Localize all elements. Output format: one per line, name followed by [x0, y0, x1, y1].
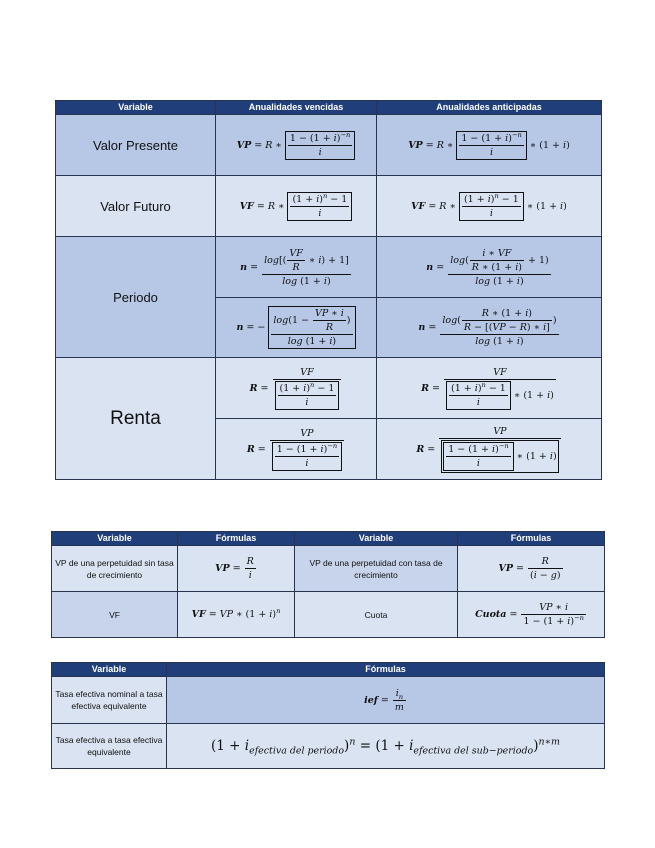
header-formulas-2: Fórmulas — [458, 532, 605, 546]
label-vf: VF — [52, 592, 178, 638]
header-variable-1: Variable — [52, 532, 178, 546]
formula-vf-perpetuidad: VF = VP ∗ $(1 + i)^n$ — [178, 592, 295, 638]
label-cuota: Cuota — [295, 592, 458, 638]
formula-ief: ief = $\frac{i_n}{m}$ — [167, 677, 605, 724]
row-label-valor-presente: Valor Presente — [56, 115, 216, 176]
formula-r-vf-anticipada: R = VF $\frac{(1 + i)^n - 1}{i}$ ∗ (1 + i) — [377, 358, 602, 419]
formula-vp-vencida: VP = R ∗ $\frac{1 - (1 + i)^{-n}}{i}$ — [216, 115, 377, 176]
formula-vp-perpetuidad: VP = $\frac{R}{i}$ — [178, 546, 295, 592]
rates-table — [51, 662, 605, 769]
formula-n-vp-vencida: n = − log(1 − $\frac{VP ∗ i}{R}$ ) log (1 + i) — [216, 298, 377, 358]
header-variable: Variable — [56, 101, 216, 115]
formula-n-vf-vencida: n = log[( $\frac{VF}{R}$ ∗ i) + 1] log (1 + i) — [216, 237, 377, 298]
perpetuity-table — [51, 531, 605, 638]
formula-r-vf-vencida: R = $\frac{VF}{\frac{(1 + i)^n - 1}{i}}$ — [216, 358, 377, 419]
formula-vf-anticipada: VF = R ∗ $\frac{(1 + i)^n - 1}{i}$ ∗ (1 + i) — [377, 176, 602, 237]
label-vp-con-crecimiento: VP de una perpetuidad con tasa de crecimiento — [295, 546, 458, 592]
annuities-table — [55, 100, 602, 480]
formula-vp-perpetuidad-crecimiento: VP = $\frac{R}{(i - g)}$ — [458, 546, 605, 592]
header-anticipadas: Anualidades anticipadas — [377, 101, 602, 115]
row-label-periodo: Periodo — [56, 237, 216, 358]
header-vencidas: Anualidades vencidas — [216, 101, 377, 115]
formula-n-vp-anticipada: n = log( $\frac{R ∗ (1 + i)}{R - [(VP - R) ∗ i]}$ ) log (1 + i) — [377, 298, 602, 358]
formula-vp-anticipada: VP = R ∗ $\frac{1 - (1 + i)^{-n}}{i}$ ∗ (1 + i) — [377, 115, 602, 176]
formula-vf-vencida: VF = R ∗ $\frac{(1 + i)^n - 1}{i}$ — [216, 176, 377, 237]
header-formulas-1: Fórmulas — [178, 532, 295, 546]
label-vp-sin-crecimiento: VP de una perpetuidad sin tasa de crecimiento — [52, 546, 178, 592]
label-tasa-nominal: Tasa efectiva nominal a tasa efectiva equivalente — [52, 677, 167, 724]
row-label-valor-futuro: Valor Futuro — [56, 176, 216, 237]
formula-n-vf-anticipada: n = log( $\frac{i ∗ VF}{R ∗ (1 + i)}$ + 1) log (1 + i) — [377, 237, 602, 298]
header-variable-2: Variable — [295, 532, 458, 546]
formula-r-vp-vencida: R = $\frac{VP}{\frac{1 - (1 + i)^{-n}}{i}}$ — [216, 419, 377, 480]
label-tasa-efectiva: Tasa efectiva a tasa efectiva equivalente — [52, 724, 167, 769]
formula-cuota: Cuota = $\frac{VP ∗ i}{1 - (1 + i)^{-n}}$ — [458, 592, 605, 638]
formula-tasa-equivalente: $(1 + i_{efectiva del periodo})^n = (1 + i_{efectiva del sub-periodo})^{n∗m}$ — [167, 724, 605, 769]
header-variable-3: Variable — [52, 663, 167, 677]
row-label-renta: Renta — [56, 358, 216, 480]
header-formulas-3: Fórmulas — [167, 663, 605, 677]
formula-r-vp-anticipada: R = VP $\frac{1 - (1 + i)^{-n}}{i}$ ∗ (1 + i) — [377, 419, 602, 480]
